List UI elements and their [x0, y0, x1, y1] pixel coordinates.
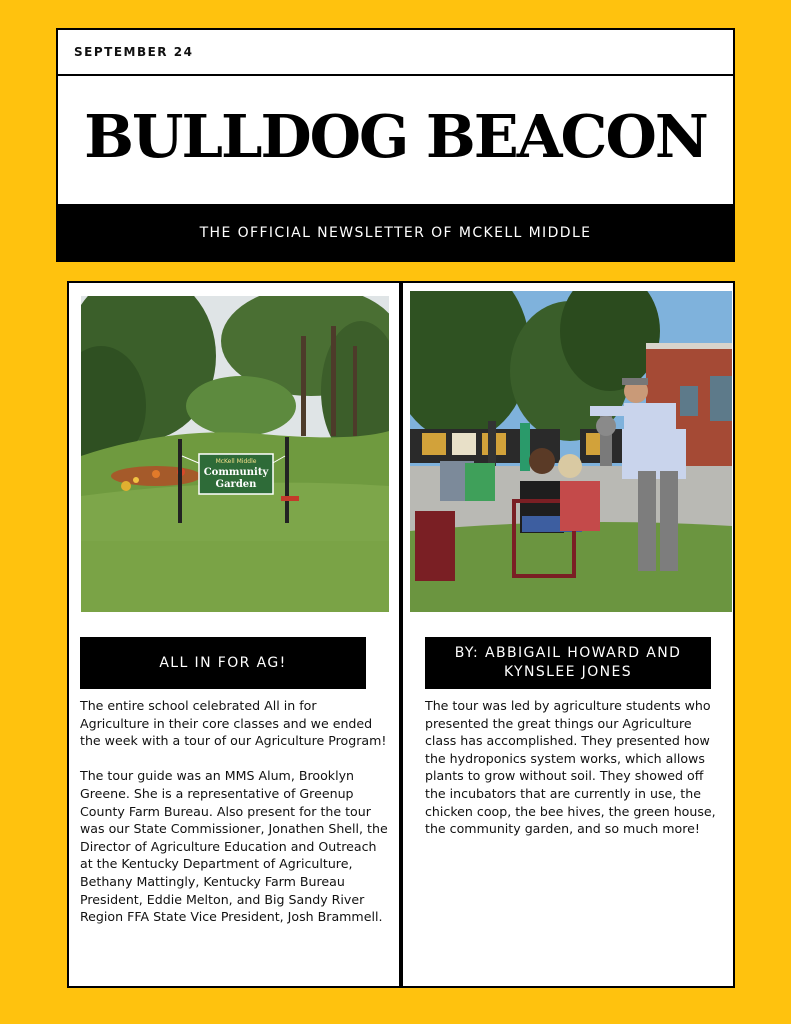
date-row — [58, 30, 733, 76]
article-heading: ALL IN FOR AG! — [80, 637, 366, 689]
newsletter-title: BULLDOG BEACON — [84, 102, 707, 171]
ag-tour-photo — [410, 291, 732, 612]
sign-line-1: McKell Middle — [215, 458, 257, 465]
article-body: The tour was led by agriculture students who presented the great things our Agriculture class has accomplished. They presented how the hydroponics system works, which allows plants to grow without soil. They showed off the incubators that are currently in use, the chicken coop, the bee hives, the green house, the community garden, and so much more! — [425, 698, 716, 837]
article-right — [401, 281, 735, 988]
article-byline: BY: ABBIGAIL HOWARD AND KYNSLEE JONES — [425, 637, 711, 689]
masthead — [56, 28, 735, 262]
subtitle-bar — [56, 204, 735, 262]
article-left — [67, 281, 401, 988]
sign-line-3: Garden — [215, 479, 257, 490]
issue-date: SEPTEMBER 24 — [74, 45, 194, 59]
sign-line-2: Community — [203, 467, 269, 478]
community-garden-photo — [81, 296, 389, 612]
article-body: The entire school celebrated All in for Agriculture in their core classes and we ended the week with a tour of our Agriculture Program! The tour guide was an MMS Alum, Brooklyn Greene. She is a representative of Greenup County Farm Bureau. Also present for the tour was our State Commissioner, Jonathen Shell, the Director of Agriculture Education and Outreach at the Kentucky Department of Agriculture, Bethany Mattingly, Kentucky Farm Bureau President, Eddie Melton, and Big Sandy River Region FFA State Vice President, Josh Brammell. — [80, 698, 388, 925]
newsletter-subtitle: THE OFFICIAL NEWSLETTER OF MCKELL MIDDLE — [199, 225, 592, 241]
